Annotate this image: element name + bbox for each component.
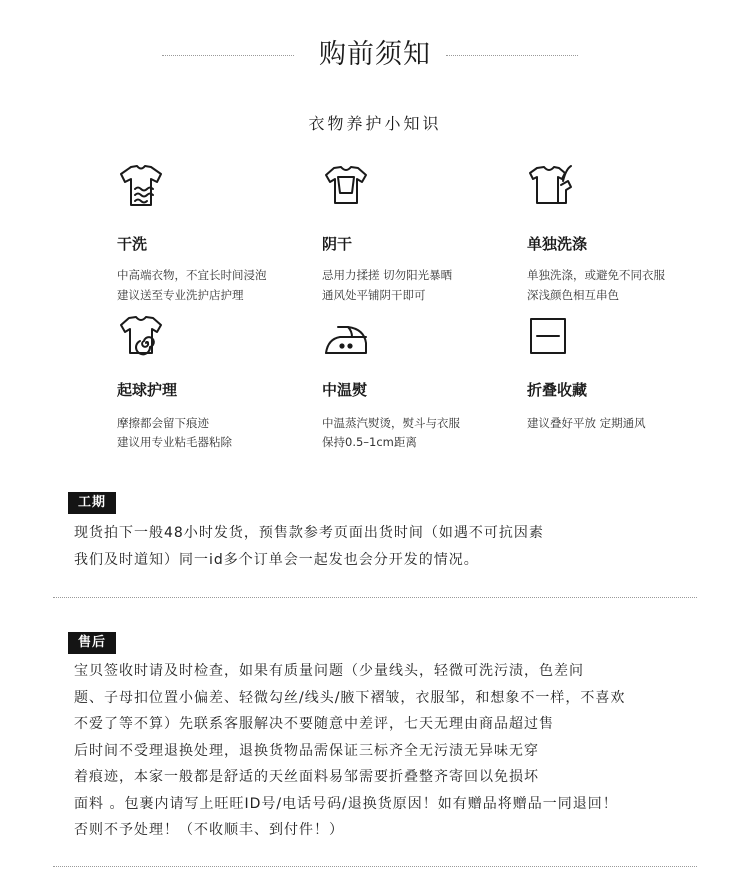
care-desc-line1: 单独洗涤，或避免不同衣服: [527, 268, 665, 282]
section-divider: [53, 597, 697, 598]
care-desc-line1: 忌用力揉搓 切勿阳光暴晒: [322, 268, 453, 282]
pilling-shirt-icon: [117, 313, 165, 361]
after-sales-line: 后时间不受理退换处理，退换货物品需保证三标齐全无污渍无异味无穿: [74, 743, 539, 759]
fold-icon: [527, 313, 575, 361]
after-sales-line: 宝贝签收时请及时检查，如果有质量问题（少量线头，轻微可洗污渍，色差问: [74, 663, 584, 679]
care-desc-line2: 保持0.5–1cm距离: [322, 435, 417, 449]
schedule-tag: 工期: [68, 492, 116, 514]
care-desc-line2: 建议送至专业洗护店护理: [117, 288, 244, 302]
care-name: 中温熨: [322, 381, 368, 399]
dry-clean-shirt-icon: [117, 163, 165, 211]
care-name: 起球护理: [117, 381, 178, 399]
separate-wash-shirt-icon: [527, 163, 575, 211]
care-desc-line2: 建议用专业粘毛器粘除: [117, 435, 232, 449]
after-sales-line: 不爱了等不算）先联系客服解决不要随意中差评，七天无理由商品超过售: [74, 716, 554, 732]
care-desc-line2: 通风处平铺阴干即可: [322, 288, 426, 302]
care-desc-line1: 中温蒸汽熨烫，熨斗与衣服: [322, 416, 460, 430]
care-name: 单独洗涤: [527, 235, 588, 253]
care-name: 阴干: [322, 235, 353, 253]
page-title: 购前须知: [319, 39, 431, 70]
care-desc-line1: 摩擦都会留下痕迹: [117, 416, 209, 430]
bottom-divider: [53, 866, 697, 867]
iron-icon: [322, 313, 370, 361]
care-name: 折叠收藏: [527, 381, 588, 399]
care-desc-line1: 建议叠好平放 定期通风: [527, 416, 646, 430]
schedule-line: 我们及时道知）同一id多个订单会一起发也会分开发的情况。: [74, 552, 479, 568]
care-name: 干洗: [117, 235, 148, 253]
care-desc-line2: 深浅颜色相互串色: [527, 288, 619, 302]
after-sales-tag: 售后: [68, 632, 116, 654]
after-sales-line: 面料 。包裹内请写上旺旺ID号/电话号码/退换货原因！如有赠品将赠品一同退回！: [74, 796, 618, 812]
care-desc-line1: 中高端衣物，不宜长时间浸泡: [117, 268, 267, 282]
shade-dry-shirt-icon: [322, 163, 370, 211]
after-sales-line: 题、子母扣位置小偏差、轻微勾丝/线头/腋下褶皱，衣服邹，和想象不一样，不喜欢: [74, 690, 626, 706]
schedule-line: 现货拍下一般48小时发货，预售款参考页面出货时间（如遇不可抗因素: [74, 525, 544, 541]
care-subtitle: 衣物养护小知识: [308, 114, 442, 133]
title-right-divider: [446, 55, 578, 56]
after-sales-line: 否则不予处理！（不收顺丰、到付件！）: [74, 822, 344, 838]
after-sales-line: 着痕迹，本家一般都是舒适的天丝面料易邹需要折叠整齐寄回以免损坏: [74, 769, 539, 785]
